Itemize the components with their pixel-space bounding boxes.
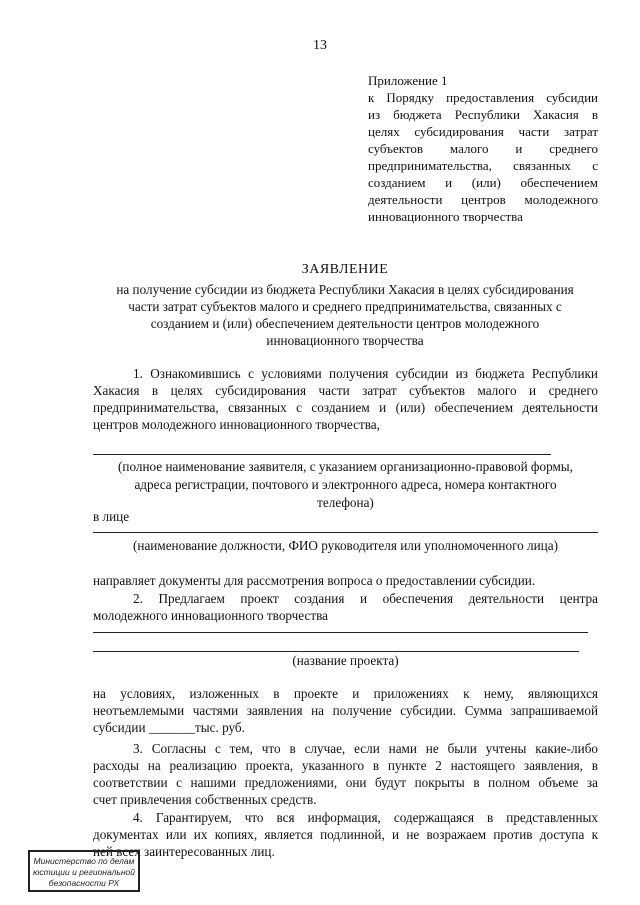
- section-1-line: Хакасия в целях субсидирования части затрат субъектов малого и среднего: [93, 383, 598, 398]
- subtitle-line: на получение субсидии из бюджета Республики Хакасия в целях субсидирования: [116, 282, 574, 297]
- section-2: [93, 590, 598, 624]
- appendix-line: к Порядку предоставления субсидии: [368, 90, 598, 105]
- appendix-line: созданием и (или) обеспечением: [368, 175, 598, 190]
- appendix-line: из бюджета Республики Хакасия в: [368, 107, 598, 122]
- conditions-line: субсидии _______тыс. руб.: [93, 720, 245, 735]
- stamp-line: юстиции и региональной: [32, 867, 136, 877]
- section-3: [93, 740, 598, 808]
- document-title: ЗАЯВЛЕНИЕ: [301, 262, 389, 277]
- section-1-line: предпринимательства, связанных с созданием и (или) обеспечением деятельности: [93, 400, 598, 415]
- appendix-line: деятельности центров молодежного: [368, 192, 598, 207]
- ministry-stamp: [28, 850, 140, 892]
- document-subtitle: [90, 281, 600, 349]
- section-4: [93, 809, 598, 860]
- appendix-header: [368, 72, 598, 225]
- conditions-line: на условиях, изложенных в проекте и приложениях к нему, являющихся: [93, 686, 598, 701]
- section-1-line: центров молодежного инновационного творчества,: [93, 417, 380, 432]
- page-number: 13: [313, 38, 327, 53]
- subtitle-line: созданием и (или) обеспечением деятельности центров молодежного: [150, 316, 540, 331]
- head-caption: (наименование должности, ФИО руководителя или уполномоченного лица): [133, 538, 558, 553]
- section-1: [93, 365, 598, 433]
- section-2-line: молодежного инновационного творчества: [93, 608, 329, 623]
- appendix-line: предпринимательства, связанных с: [368, 158, 598, 173]
- project-name-line-1: [93, 632, 588, 633]
- in-person-label: в лице: [93, 509, 130, 524]
- project-caption: (название проекта): [292, 653, 399, 668]
- section-3-line: 3. Согласны с тем, что в случае, если нами не были учтены какие-либо: [133, 741, 598, 756]
- caption-line: (полное наименование заявителя, с указанием организационно-правовой формы,: [118, 459, 573, 474]
- subtitle-line: инновационного творчества: [266, 333, 424, 348]
- section-3-line: счет привлечения собственных средств.: [93, 792, 317, 807]
- appendix-line: Приложение 1: [368, 73, 448, 88]
- section-4-line: 4. Гарантируем, что вся информация, содержащаяся в представленных: [133, 810, 598, 825]
- stamp-line: Министерство по делам: [33, 856, 135, 866]
- sends-documents: [93, 572, 598, 589]
- section-4-line: ней всех заинтересованных лиц.: [93, 844, 275, 859]
- stamp-line: безопасности РХ: [48, 878, 120, 888]
- conditions: [93, 685, 598, 736]
- head-name-line: [93, 532, 598, 533]
- section-2-line: 2. Предлагаем проект создания и обеспечения деятельности центра: [133, 591, 598, 606]
- appendix-line: целях субсидирования части затрат: [368, 124, 598, 139]
- section-4-line: документах или их копиях, является подлинной, и не возражаем против доступа к: [93, 827, 598, 842]
- subtitle-line: части затрат субъектов малого и среднего предпринимательства, связанных с: [128, 299, 562, 314]
- section-1-line: 1. Ознакомившись с условиями получения субсидии из бюджета Республики: [133, 366, 598, 381]
- caption-line: телефона): [317, 495, 374, 510]
- conditions-line: неотъемлемыми частями заявления на получение субсидии. Сумма запрашиваемой: [93, 703, 598, 718]
- applicant-caption: [93, 458, 598, 512]
- caption-line: адреса регистрации, почтового и электронного адреса, номера контактного: [134, 477, 557, 492]
- appendix-line: инновационного творчества: [368, 209, 523, 224]
- appendix-line: субъектов малого и среднего: [368, 141, 598, 156]
- applicant-name-line: [93, 454, 551, 455]
- section-3-line: соответствии с нашими предложениями, они будут покрыты в полном объеме за: [93, 775, 598, 790]
- sends-documents-text: направляет документы для рассмотрения вопроса о предоставлении субсидии.: [93, 573, 536, 588]
- section-3-line: расходы на реализацию проекта, указанного в пункте 2 настоящего заявления, в: [93, 758, 598, 773]
